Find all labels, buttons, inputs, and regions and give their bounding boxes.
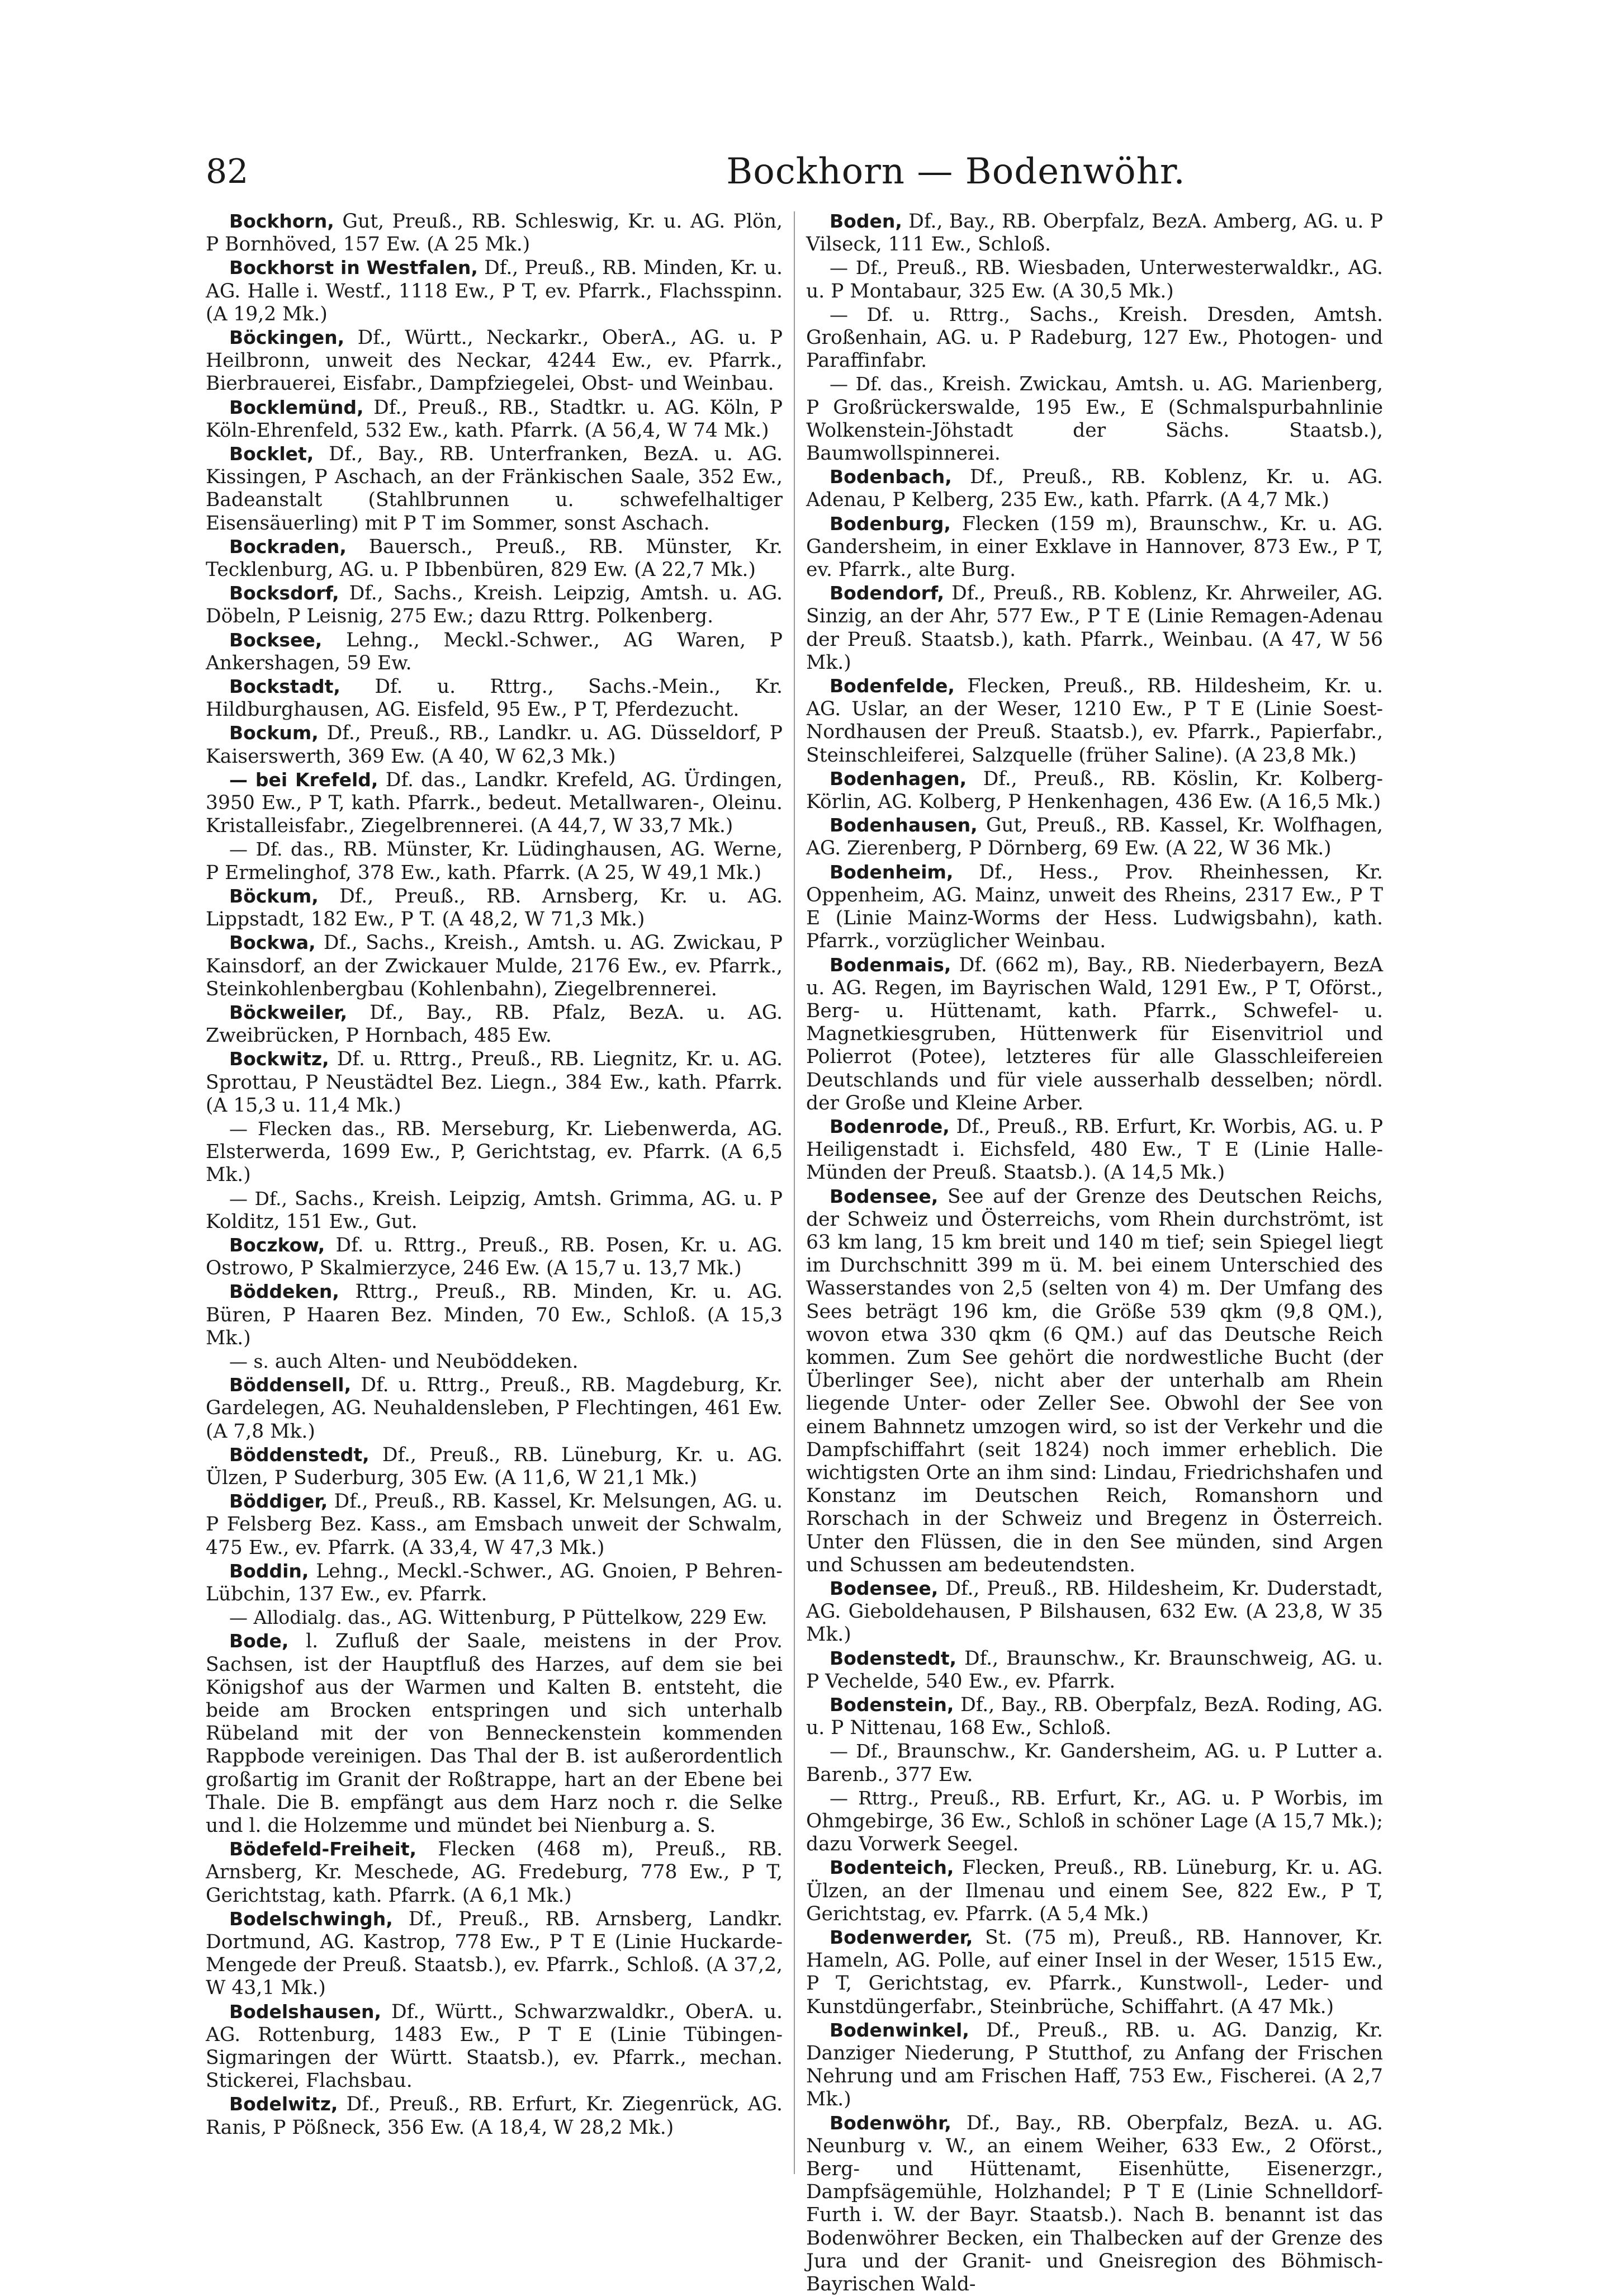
dictionary-entry [206,210,783,256]
entry-headword: Bodendorf, [830,582,944,604]
entry-headword: — Rttrg., [830,1787,920,1809]
entry-headword: Bodenburg, [830,512,951,535]
dictionary-entry [806,465,1383,512]
entry-headword: Böckweiler, [229,1001,348,1023]
entry-headword: Bockhorst in Westfalen, [229,257,478,279]
entry-headword: Böddiger, [229,1490,328,1513]
entry-text: Bauersch., Preuß., RB. Münster, Kr. Tecklenburg, AG. u. P Ibbenbüren, 829 Ew. (A 22,7 Mk.) [206,535,783,582]
dictionary-entry [206,1280,783,1350]
entry-headword: Bodelwitz, [229,2093,338,2115]
entry-headword: Bockwa, [229,932,316,954]
dictionary-entry [806,2111,1383,2296]
entry-text: Kreish. Zwickau, Amtsh. u. AG. Marienberg, P Großrückerswalde, 195 Ew., E (Schmalspurbahnlinie Wolkenstein-Jöhstadt der Sächs. Staatsb.), Baumwollspinnerei. [806,373,1383,465]
dictionary-entry [206,1629,783,1837]
dictionary-entry [806,1740,1383,1786]
dictionary-entry [806,1647,1383,1693]
entry-headword: Bockhorn, [229,210,334,232]
entry-text: Df., Württ., Neckarkr., OberA., AG. u. P Heilbronn, unweit des Neckar, 4244 Ew., ev. Pfarrk., Bierbrauerei, Eisfabr., Dampfziegelei, Obst- und Weinbau. [206,327,783,395]
dictionary-entry [206,2000,783,2093]
dictionary-entry [206,396,783,442]
dictionary-entry [206,1907,783,2000]
entry-text: Df. u. Rttrg., Preuß., RB. Posen, Kr. u. AG. Ostrowo, P Skalmierzyce, 246 Ew. (A 15,7 u. 13,7 Mk.) [206,1234,783,1280]
entry-text: Gut, Preuß., RB. Schleswig, Kr. u. AG. Plön, P Bornhöved, 157 Ew. (A 25 Mk.) [206,210,783,256]
entry-headword: Bodelshausen, [229,2000,382,2023]
entry-text: Df. (662 m), Bay., RB. Niederbayern, BezA u. AG. Regen, im Bayrischen Wald, 1291 Ew., P T, Oförst., Berg- u. Hüttenamt, kath. Pfarrk., Schwefel- u. Magnetkiesgruben, Hüttenwerk für Eisenvitriol und Polierrot (Potee), letzteres für alle Glasschleifereien Deutschlands und für viele ausserhalb desselben; nördl. der Große und Kleine Arber. [806,953,1383,1114]
column-divider [794,211,795,2174]
entry-headword: Bockraden, [229,535,347,558]
entry-headword: Bodenstein, [830,1694,954,1716]
entry-headword: — s. [229,1350,269,1372]
entry-headword: Böckingen, [229,327,345,349]
entry-text: Df., Sachs., Kreish. Leipzig, Amtsh. u. AG. Döbeln, P Leisnig, 275 Ew.; dazu Rttrg. Polkenberg. [206,582,783,628]
entry-headword: — Df., [830,257,889,279]
entry-text: Df., Bay., RB. Oberpfalz, BezA. Amberg, AG. u. P Vilseck, 111 Ew., Schloß. [806,210,1383,256]
entry-headword: — bei Krefeld, [229,768,378,791]
dictionary-entry [206,1047,783,1117]
entry-text: Df., Preuß., RB. Erfurt, Kr. Ziegenrück, AG. Ranis, P Pößneck, 356 Ew. (A 18,4, W 28,2 Mk.) [206,2093,783,2139]
dictionary-entry [806,372,1383,465]
entry-text: Gut, Preuß., RB. Kassel, Kr. Wolfhagen, AG. Zierenberg, P Dörnberg, 69 Ew. (A 22, W 36 Mk.) [806,814,1383,860]
entry-headword: — Df. das., [830,373,934,395]
entry-text: St. (75 m), Preuß., RB. Hannover, Kr. Hameln, AG. Polle, auf einer Insel in der Weser, 1515 Ew., P T, Gerichtstag, ev. Pfarrk., Kunstwoll-, Leder- und Kunstdüngerfabr., Steinbrüche, Schiffahrt. (A 47 Mk.) [806,1926,1383,2018]
entry-text: AG. Wittenburg, P Püttelkow, 229 Ew. [392,1607,768,1629]
dictionary-entry [206,1490,783,1560]
dictionary-entry [806,814,1383,860]
entry-text: Df., Sachs., Kreish., Amtsh. u. AG. Zwickau, P Kainsdorf, an der Zwickauer Mulde, 2176 Ew., ev. Pfarrk., Steinkohlenbergbau (Kohlenbahn), Ziegelbrennerei. [206,932,783,1000]
entry-text: Df., Bay., RB. Oberpfalz, BezA. Roding, AG. u. P Nittenau, 168 Ew., Schloß. [806,1694,1383,1740]
entry-text: Flecken, Preuß., RB. Lüneburg, Kr. u. AG. Ülzen, an der Ilmenau und einem See, 822 Ew., P T, Gerichtstag, ev. Pfarrk. (A 5,4 Mk.) [806,1856,1383,1925]
entry-headword: Böddenstedt, [229,1443,370,1466]
dictionary-entry [206,1350,783,1373]
entry-headword: Bocklet, [229,443,314,465]
entry-headword: Bodenteich, [830,1856,954,1879]
entry-text: Df., Bay., RB. Oberpfalz, BezA. u. AG. Neunburg v. W., an einem Weiher, 633 Ew., 2 Oförst., Berg- und Hüttenamt, Eisenhütte, Eisenerzgr., Dampfsägemühle, Holzhandel; P T E (Linie Schnelldorf-Furth i. W. der Bayr. Staatsb.). Nach B. benannt ist das Bodenwöhrer Becken, ein Thalbecken auf der Grenze des Jura und der Granit- und Gneisregion des Böhmisch-Bayrischen Wald- [806,2111,1383,2296]
entry-headword: Bodenhagen, [830,767,967,790]
entry-headword: — Df. u. Rttrg., [830,303,1011,325]
entry-headword: Bocklemünd, [229,396,364,418]
entry-text: RB. Münster, Kr. Lüdinghausen, AG. Werne, P Ermelinghof, 378 Ew., kath. Pfarrk. (A 25, W 49,1 Mk.) [206,838,783,884]
dictionary-entry [206,1373,783,1443]
dictionary-entry [806,1185,1383,1577]
page-header [0,147,1601,197]
entry-text: Lehng., Meckl.-Schwer., AG Waren, P Ankershagen, 59 Ew. [206,629,783,674]
entry-headword: Bodenfelde, [830,675,955,697]
dictionary-entry [206,721,783,768]
entry-text: Df., Preuß., RB. Koblenz, Kr. u. AG. Adenau, P Kelberg, 235 Ew., kath. Pfarrk. (A 4,7 Mk.) [806,466,1383,512]
dictionary-entry [206,838,783,884]
entry-headword: — Df., [229,1187,288,1210]
dictionary-entry [206,442,783,535]
dictionary-entry [206,885,783,931]
right-column [806,210,1384,2296]
dictionary-entry [206,1234,783,1280]
dictionary-entry [206,675,783,721]
dictionary-entry [206,1560,783,1606]
dictionary-entry [206,1837,783,1907]
page-number: 82 [206,152,249,191]
dictionary-entry [806,582,1383,674]
dictionary-entry [806,303,1383,373]
entry-text: Sachs., Kreish. Dresden, Amtsh. Großenhain, AG. u. P Radeburg, 127 Ew., Photogen- und Paraffinfabr. [806,303,1384,372]
dictionary-entry [206,1443,783,1490]
dictionary-entry [806,256,1383,303]
entry-headword: Bodensee, [830,1185,939,1207]
entry-headword: Böddensell, [229,1374,352,1396]
entry-text: Df., Preuß., RB. Arnsberg, Landkr. Dortmund, AG. Kastrop, 778 Ew., P T E (Linie Huckarde-Mengede der Preuß. Staatsb.), ev. Pfarrk., Schloß. (A 37,2, W 43,1 Mk.) [206,1907,783,2000]
entry-headword: Bodenheim, [830,861,954,883]
entry-text: Df., Preuß., RB. Koblenz, Kr. Ahrweiler, AG. Sinzig, an der Ahr, 577 Ew., P T E (Linie Remagen-Adenau der Preuß. Staatsb.), kath. Pfarrk., Weinbau. (A 47, W 56 Mk.) [806,582,1383,674]
entry-text: Df., Preuß., RB. Hildesheim, Kr. Duderstadt, AG. Gieboldehausen, P Bilshausen, 632 Ew. (A 23,8, W 35 Mk.) [806,1577,1383,1646]
entry-text: auch Alten- und Neuböddeken. [268,1350,579,1373]
entry-headword: Bocksdorf, [229,582,339,604]
entry-headword: — Flecken das., [229,1117,386,1140]
dictionary-entry [806,861,1383,953]
left-column [206,210,783,2178]
entry-text: Df., Preuß., RB. Köslin, Kr. Kolberg-Körlin, AG. Kolberg, P Henkenhagen, 436 Ew. (A 16,5 Mk.) [806,767,1383,814]
dictionary-entry [806,767,1383,814]
entry-text: Preuß., RB. Wiesbaden, Unterwesterwaldkr., AG. u. P Montabaur, 325 Ew. (A 30,5 Mk.) [806,257,1383,303]
entry-headword: Boddin, [229,1560,309,1582]
entry-headword: Böddeken, [229,1281,339,1303]
entry-text: Df., Bay., RB. Unterfranken, BezA. u. AG. Kissingen, P Aschach, an der Fränkischen Saale, 352 Ew., Badeanstalt (Stahlbrunnen u. schwefelhaltiger Eisensäuerling) mit P T im Sommer, sonst Aschach. [206,443,783,535]
dictionary-entry [206,1606,783,1629]
entry-headword: Bodenwinkel, [830,2019,969,2041]
dictionary-entry [806,1926,1383,2019]
dictionary-entry [206,256,783,326]
entry-text: Df., Württ., Schwarzwaldkr., OberA. u. AG. Rottenburg, 1483 Ew., P T E (Linie Tübingen-Sigmaringen der Württ. Staatsb.), ev. Pfarrk., mechan. Stickerei, Flachsbau. [206,2000,783,2092]
entry-text: Df., Preuß., RB. Minden, Kr. u. AG. Halle i. Westf., 1118 Ew., P T, ev. Pfarrk., Flachsspinn. (A 19,2 Mk.) [206,257,783,325]
entry-text: Flecken (159 m), Braunschw., Kr. u. AG. Gandersheim, in einer Exklave in Hannover, 873 Ew., P T, ev. Pfarrk., alte Burg. [806,512,1383,582]
entry-headword: Bockum, [229,722,319,744]
dictionary-entry [806,953,1383,1115]
entry-text: Df., Hess., Prov. Rheinhessen, Kr. Oppenheim, AG. Mainz, unweit des Rheins, 2317 Ew., P T E (Linie Mainz-Worms der Hess. Ludwigsbahn), kath. Pfarrk., vorzüglicher Weinbau. [806,861,1383,953]
entry-text: Braunschw., Kr. Gandersheim, AG. u. P Lutter a. Barenb., 377 Ew. [806,1740,1383,1786]
running-head: Bockhorn — Bodenwöhr. [726,151,1186,192]
dictionary-entry [806,2019,1383,2111]
entry-text: Df., Preuß., RB. Arnsberg, Kr. u. AG. Lippstadt, 182 Ew., P T. (A 48,2, W 71,3 Mk.) [206,885,783,931]
dictionary-entry [806,1577,1383,1647]
entry-text: l. Zufluß der Saale, meistens in der Prov. Sachsen, ist der Hauptfluß des Harzes, auf dem sie bei Königshof aus der Warmen und Kalten B. entsteht, die beide am Brocken entspringen und sich unterhalb Rübeland mit der von Benneckenstein kommenden Rappbode vereinigen. Das Thal der B. ist außerordentlich großartig im Granit der Roßtrappe, hart an der Ebene bei Thale. Die B. empfängt aus dem Harz noch r. die Selke und l. die Holzemme und mündet bei Nienburg a. S. [206,1630,783,1837]
entry-text: Df., Preuß., RB. Kassel, Kr. Melsungen, AG. u. P Felsberg Bez. Kass., am Emsbach unweit der Schwalm, 475 Ew., ev. Pfarrk. (A 33,4, W 47,3 Mk.) [206,1490,783,1559]
entry-headword: Bodenstedt, [830,1647,957,1669]
entry-headword: — Df. das., [229,838,335,861]
entry-headword: — Allodialg. das., [229,1607,392,1629]
entry-text: Df., Preuß., RB. Erfurt, Kr. Worbis, AG. u. P Heiligenstadt i. Eichsfeld, 480 Ew., T E (Linie Halle-Münden der Preuß. Staatsb.). (A 14,5 Mk.) [806,1115,1383,1184]
dictionary-entry [206,768,783,838]
entry-headword: Bockwitz, [229,1048,329,1070]
dictionary-entry [206,1117,783,1187]
entry-headword: Bodenmais, [830,953,951,976]
entry-text: Df., Preuß., RB., Stadtkr. u. AG. Köln, P Köln-Ehrenfeld, 532 Ew., kath. Pfarrk. (A 56,4, W 74 Mk.) [206,396,783,442]
entry-text: Df., Preuß., RB. u. AG. Danzig, Kr. Danziger Niederung, P Stutthof, zu Anfang der Frischen Nehrung und am Frischen Haff, 753 Ew., Fischerei. (A 2,7 Mk.) [806,2019,1383,2111]
dictionary-entry [806,1115,1383,1185]
entry-headword: Bodensee, [830,1577,939,1599]
entry-text: Df., Preuß., RB., Landkr. u. AG. Düsseldorf, P Kaiserswerth, 369 Ew. (A 40, W 62,3 Mk.) [206,722,783,768]
entry-headword: Bodenrode, [830,1115,950,1137]
dictionary-entry [806,210,1383,256]
dictionary-entry [206,2092,783,2139]
entry-headword: Boczkow, [229,1234,325,1256]
dictionary-entry [206,326,783,396]
entry-headword: Bodenbach, [830,466,952,488]
entry-text: RB. Merseburg, Kr. Liebenwerda, AG. Elsterwerda, 1699 Ew., P, Gerichtstag, ev. Pfarrk. (A 6,5 Mk.) [206,1117,783,1187]
entry-text: Sachs., Kreish. Leipzig, Amtsh. Grimma, AG. u. P Kolditz, 151 Ew., Gut. [206,1187,783,1233]
entry-text: Df. u. Rttrg., Preuß., RB. Liegnitz, Kr. u. AG. Sprottau, P Neustädtel Bez. Liegn., 384 Ew., kath. Pfarrk. (A 15,3 u. 11,4 Mk.) [206,1048,783,1117]
entry-text: See auf der Grenze des Deutschen Reichs, der Schweiz und Österreichs, vom Rhein durchströmt, ist 63 km lang, 15 km breit und 140 m tief; sein Spiegel liegt im Durchschnitt 399 m ü. M. bei einem Unterschied des Wasserstandes von 2,5 (selten von 4) m. Der Umfang des Sees beträgt 196 km, die Größe 539 qkm (9,8 QM.), wovon etwa 330 qkm (6 QM.) auf das Deutsche Reich kommen. Zum See gehört die nordwestliche Bucht (der Überlinger See), nicht aber der unterhalb am Rhein liegende Unter- oder Zeller See. Obwohl der See von einem Bahnnetz umzogen wird, so ist der Verkehr und die Dampfschiffahrt (seit 1824) noch immer erheblich. Die wichtigsten Orte an ihm sind: Lindau, Friedrichshafen und Konstanz im Deutschen Reich, Romanshorn und Rorschach in der Schweiz und Bregenz in Österreich. Unter den Flüssen, die in den See münden, sind Argen und Schussen am bedeutendsten. [806,1185,1383,1576]
entry-headword: Böckum, [229,885,319,907]
entry-text: Df. u. Rttrg., Sachs.-Mein., Kr. Hildburghausen, AG. Eisfeld, 95 Ew., P T, Pferdezucht. [206,675,783,721]
entry-headword: Bocksee, [229,629,323,651]
entry-text: Df., Braunschw., Kr. Braunschweig, AG. u. P Vechelde, 540 Ew., ev. Pfarrk. [806,1647,1383,1693]
entry-text: Df. u. Rttrg., Preuß., RB. Magdeburg, Kr. Gardelegen, AG. Neuhaldensleben, P Flechtingen, 461 Ew. (A 7,8 Mk.) [206,1374,783,1443]
entry-headword: Bockstadt, [229,675,340,698]
entry-headword: Boden, [830,210,902,232]
entry-text: Lehng., Meckl.-Schwer., AG. Gnoien, P Behren-Lübchin, 137 Ew., ev. Pfarrk. [206,1560,783,1605]
entry-headword: Bodenwöhr, [830,2111,951,2134]
entry-text: Df., Preuß., RB. Lüneburg, Kr. u. AG. Ülzen, P Suderburg, 305 Ew. (A 11,6, W 21,1 Mk.) [206,1443,783,1489]
entry-text: Flecken (468 m), Preuß., RB. Arnsberg, Kr. Meschede, AG. Fredeburg, 778 Ew., P T, Gerichtstag, kath. Pfarrk. (A 6,1 Mk.) [206,1838,783,1907]
dictionary-entry [206,931,783,1001]
dictionary-entry [806,1856,1383,1926]
dictionary-entry [206,1001,783,1047]
entry-headword: Bodenhausen, [830,814,978,837]
dictionary-entry [206,535,783,582]
entry-headword: Bode, [229,1630,289,1652]
dictionary-entry [206,582,783,628]
entry-text: Df. das., Landkr. Krefeld, AG. Ürdingen, 3950 Ew., P T, kath. Pfarrk., bedeut. Metallwaren-, Oleinu. Kristalleisfabr., Ziegelbrennerei. (A 44,7, W 33,7 Mk.) [206,768,783,838]
dictionary-entry [206,1187,783,1234]
entry-headword: — Df., [830,1740,889,1763]
entry-headword: Bodelschwingh, [229,1907,393,1930]
dictionary-entry [806,1693,1383,1740]
entry-headword: Bödefeld-Freiheit, [229,1838,417,1860]
entry-text: Rttrg., Preuß., RB. Minden, Kr. u. AG. Büren, P Haaren Bez. Minden, 70 Ew., Schloß. (A 15,3 Mk.) [206,1281,783,1349]
dictionary-entry [206,629,783,675]
entry-headword: Bodenwerder, [830,1926,973,1949]
dictionary-entry [806,674,1383,767]
entry-text: Df., Bay., RB. Pfalz, BezA. u. AG. Zweibrücken, P Hornbach, 485 Ew. [206,1001,783,1047]
entry-text: Flecken, Preuß., RB. Hildesheim, Kr. u. AG. Uslar, an der Weser, 1210 Ew., P T E (Linie Soest-Nordhausen der Preuß. Staatsb.), ev. Pfarrk., Papierfabr., Steinschleiferei, Salzquelle (früher Saline). (A 23,8 Mk.) [806,675,1383,767]
entry-text: Preuß., RB. Erfurt, Kr., AG. u. P Worbis, im Ohmgebirge, 36 Ew., Schloß in schöner Lage (A 15,7 Mk.); dazu Vorwerk Seegel. [806,1787,1383,1856]
dictionary-entry [806,1787,1383,1856]
scan-corner-mark [1515,54,1523,58]
dictionary-entry [806,512,1383,582]
